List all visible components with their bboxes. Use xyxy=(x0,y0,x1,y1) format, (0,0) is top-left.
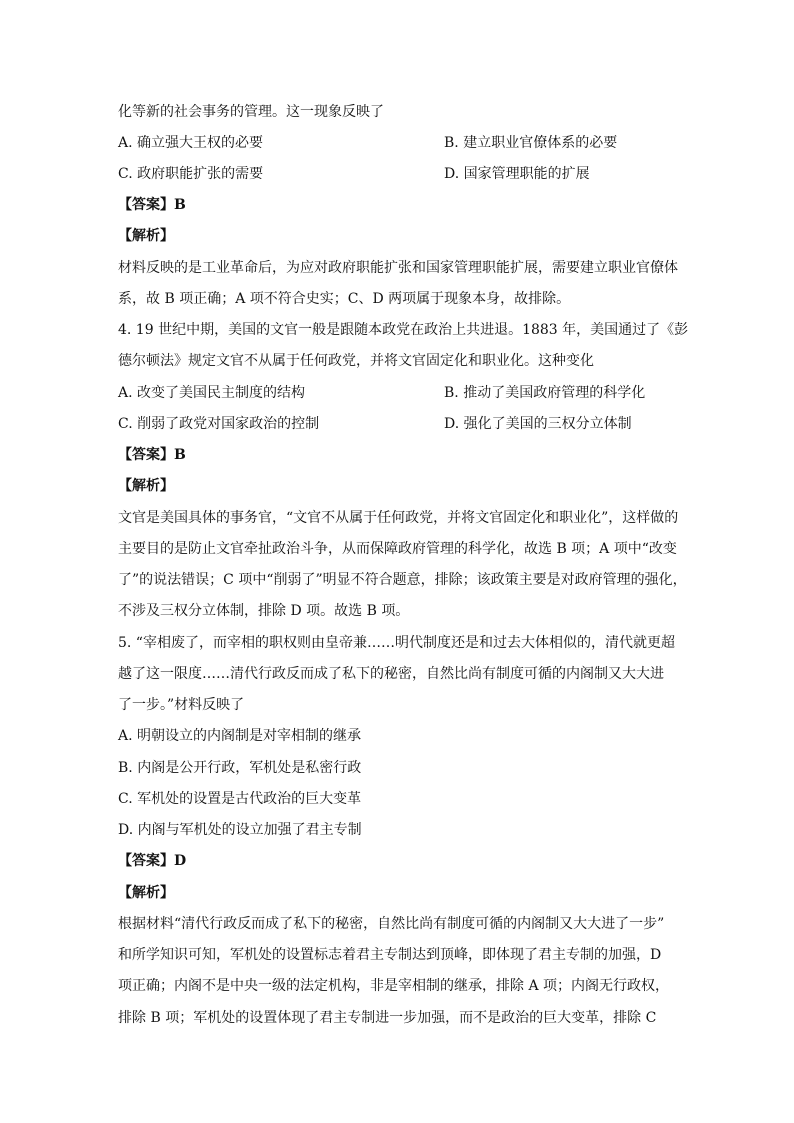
q4-analysis-label: 【解析】 xyxy=(118,478,174,494)
q4-option-b: B. 推动了美国政府管理的科学化 xyxy=(444,385,646,401)
q3-analysis-label: 【解析】 xyxy=(118,228,174,244)
q4-stem-line: 4. 19 世纪中期，美国的文官一般是跟随本政党在政治上共进退。1883 年，美国通过了《彭 xyxy=(118,322,689,338)
q3-analysis-line: 材料反映的是工业革命后，为应对政府职能扩张和国家管理职能扩展，需要建立职业官僚体 xyxy=(118,260,678,276)
q3-option-d: D. 国家管理职能的扩展 xyxy=(444,166,590,182)
q5-analysis-line: 和所学知识可知，军机处的设置标志着君主专制达到顶峰，即体现了君主专制的加强，D xyxy=(118,947,662,963)
q4-option-d: D. 强化了美国的三权分立体制 xyxy=(444,416,632,432)
q5-answer: 【答案】D xyxy=(118,853,187,869)
q4-option-c: C. 削弱了政党对国家政治的控制 xyxy=(118,416,320,432)
q5-analysis-line: 项正确；内阁不是中央一级的法定机构，非是宰相制的继承，排除 A 项；内阁无行政权， xyxy=(118,978,670,994)
q3-answer: 【答案】B xyxy=(118,197,186,213)
q5-option-c: C. 军机处的设置是古代政治的巨大变革 xyxy=(118,791,362,807)
q4-analysis-line: 主要目的是防止文官牵扯政治斗争，从而保障政府管理的科学化，故选 B 项；A 项中“改变 xyxy=(118,541,677,557)
q4-option-a: A. 改变了美国民主制度的结构 xyxy=(118,385,306,401)
q5-stem-line: 5. “宰相废了，而宰相的职权则由皇帝兼……明代制度还是和过去大体相似的，清代就更超 xyxy=(118,635,675,651)
q5-stem-line: 越了这一限度……清代行政反而成了私下的秘密，自然比尚有制度可循的内阁制又大大进 xyxy=(118,666,664,682)
q3-option-c: C. 政府职能扩张的需要 xyxy=(118,166,264,182)
q4-analysis-line: 了”的说法错误；C 项中“削弱了”明显不符合题意，排除；该政策主要是对政府管理的强化， xyxy=(118,572,687,588)
q5-analysis-label: 【解析】 xyxy=(118,885,174,901)
q5-stem-line: 了一步。”材料反映了 xyxy=(118,697,245,713)
q4-stem-line: 德尔顿法》规定文官不从属于任何政党，并将文官固定化和职业化。这种变化 xyxy=(118,353,594,369)
q5-analysis-line: 排除 B 项；军机处的设置体现了君主专制进一步加强，而不是政治的巨大变革，排除 C xyxy=(118,1010,657,1026)
q3-stem-tail: 化等新的社会事务的管理。这一现象反映了 xyxy=(118,104,384,120)
q5-analysis-line: 根据材料“清代行政反而成了私下的秘密，自然比尚有制度可循的内阁制又大大进了一步” xyxy=(118,916,665,932)
q4-answer: 【答案】B xyxy=(118,447,186,463)
q3-option-a: A. 确立强大王权的必要 xyxy=(118,135,264,151)
q4-analysis-line: 文官是美国具体的事务官，“文官不从属于任何政党，并将文官固定化和职业化”，这样做的 xyxy=(118,510,679,526)
q5-option-d: D. 内阁与军机处的设立加强了君主专制 xyxy=(118,822,362,838)
q5-option-b: B. 内阁是公开行政，军机处是私密行政 xyxy=(118,760,362,776)
q3-analysis-line: 系，故 B 项正确；A 项不符合史实；C、D 两项属于现象本身，故排除。 xyxy=(118,291,571,307)
q4-analysis-line: 不涉及三权分立体制，排除 D 项。故选 B 项。 xyxy=(118,603,410,619)
q5-option-a: A. 明朝设立的内阁制是对宰相制的继承 xyxy=(118,728,362,744)
q3-option-b: B. 建立职业官僚体系的必要 xyxy=(444,135,618,151)
